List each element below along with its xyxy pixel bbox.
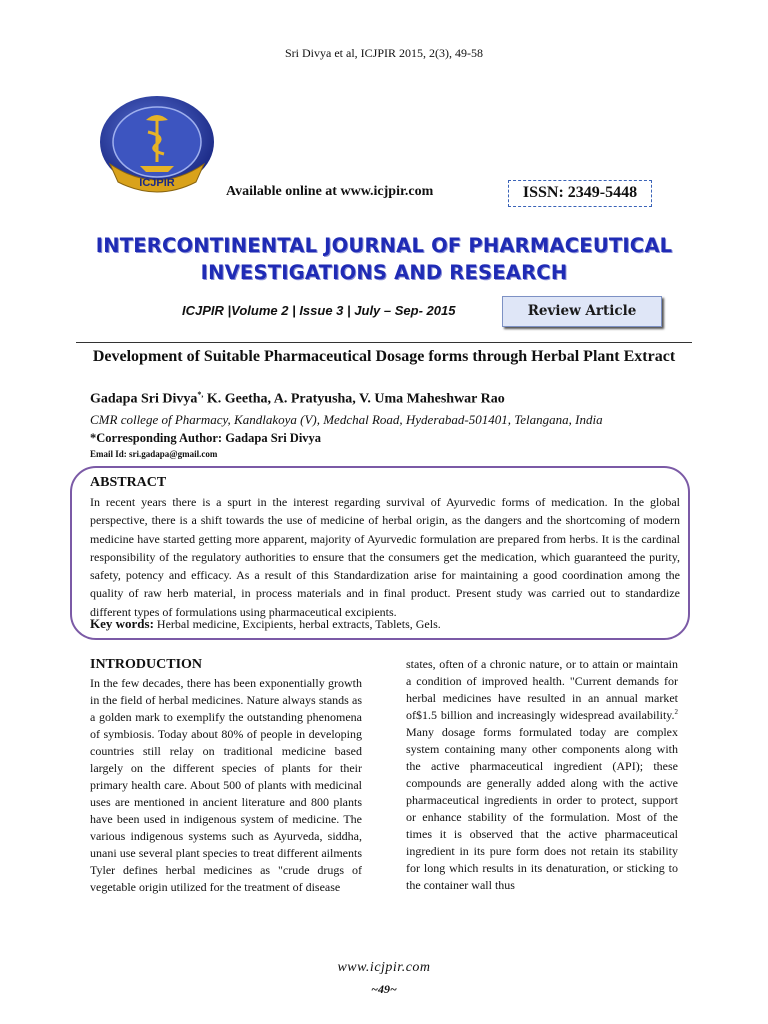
abstract-text: In recent years there is a spurt in the interest regarding survival of Ayurvedic forms of medication. In the global perspective, there is a shift towards the use of medicine of herbal origin, as the dangers and the shortcoming of modern medicine have started getting more apparent, majority of Ayurvedic formulation are prepared from herbs. It is the cardinal responsibility of the regulatory authorities to ensure that the consumers get the medication, which guaranteed the purity, safety, potency and efficacy. As a result of this Standardization arise for maintaining a good coordination among the quality of raw herb material, in process materials and in final product. Present study was carried out to standardize different types of formulations using pharmaceutical excipients.	[90, 495, 680, 619]
keywords-list: Herbal medicine, Excipients, herbal extracts, Tablets, Gels.	[153, 617, 441, 631]
header-citation: Sri Divya et al, ICJPIR 2015, 2(3), 49-58	[285, 46, 483, 60]
article-type-badge: Review Article	[502, 296, 662, 327]
author-rest: K. Geetha, A. Pratyusha, V. Uma Maheshwar Rao	[203, 391, 505, 407]
col2-text-b: Many dosage forms formulated today are complex system containing many other components along with the active pharmaceutical ingredient (API); these compounds are generally added along with the active pharmaceutical ingredients in order to protect, support or enhance stability of the formulation. Most of the times it is observed that the active pharmaceutical ingredient in its pure form does not retain its stability for long which results in its denaturation, or sticking to the container wall thus	[406, 725, 678, 892]
journal-logo	[96, 92, 218, 198]
intro-heading: INTRODUCTION	[90, 657, 203, 672]
journal-title	[60, 232, 708, 286]
issue-info: ICJPIR |Volume 2 | Issue 3 | July – Sep- 2015	[182, 303, 456, 318]
email-id: Email Id: sri.gadapa@gmail.com	[90, 449, 218, 459]
col2-text-a: states, often of a chronic nature, or to attain or maintain a condition of improved health. "Current demands for herbal medicines have resulted in an annual market of$1.5 billion and increasingly widespread availability.	[406, 657, 678, 722]
journal-title-line2: INVESTIGATIONS AND RESEARCH	[200, 261, 568, 284]
header-divider	[76, 342, 692, 343]
corresponding-author: *Corresponding Author: Gadapa Sri Divya	[90, 431, 322, 445]
issn-box: ISSN: 2349-5448	[508, 180, 652, 207]
abstract-heading: ABSTRACT	[90, 475, 167, 490]
logo-text: ICJPIR	[139, 177, 175, 189]
journal-title-line1: INTERCONTINENTAL JOURNAL OF PHARMACEUTICAL	[95, 234, 673, 257]
keywords-label: Key words:	[90, 616, 154, 631]
page-number: ~49~	[371, 982, 397, 996]
footer-url: www.icjpir.com	[337, 960, 431, 975]
paper-title: Development of Suitable Pharmaceutical Dosage forms through Herbal Plant Extract	[92, 348, 676, 365]
author-first: Gadapa Sri Divya	[90, 391, 198, 407]
available-online: Available online at www.icjpir.com	[226, 184, 434, 199]
affiliation: CMR college of Pharmacy, Kandlakoya (V), Medchal Road, Hyderabad-501401, Telangana, India	[90, 412, 603, 427]
keywords	[90, 616, 441, 632]
body-column-left: In the few decades, there has been exponentially growth in the field of herbal medicines. Nature always stands as a golden mark to exemplify the outstanding phenomena of symbiosis. Today about 80% of people in developing countries still relay on traditional medicine based largely on the different species of plants for their primary health care. About 500 of plants with medicinal uses are mentioned in ancient literature and 800 plants have been used in indigenous system of medicine. The various indigenous systems such as Ayurveda, siddha, unani use several plant species to treat different ailments Tyler defines herbal medicines as "crude drugs of vegetable origin utilized for the treatment of disease	[90, 676, 362, 894]
author-list	[90, 390, 505, 408]
citation-mark: 2	[674, 708, 678, 716]
body-column-right	[406, 656, 678, 894]
author-mark: *,	[197, 390, 204, 399]
